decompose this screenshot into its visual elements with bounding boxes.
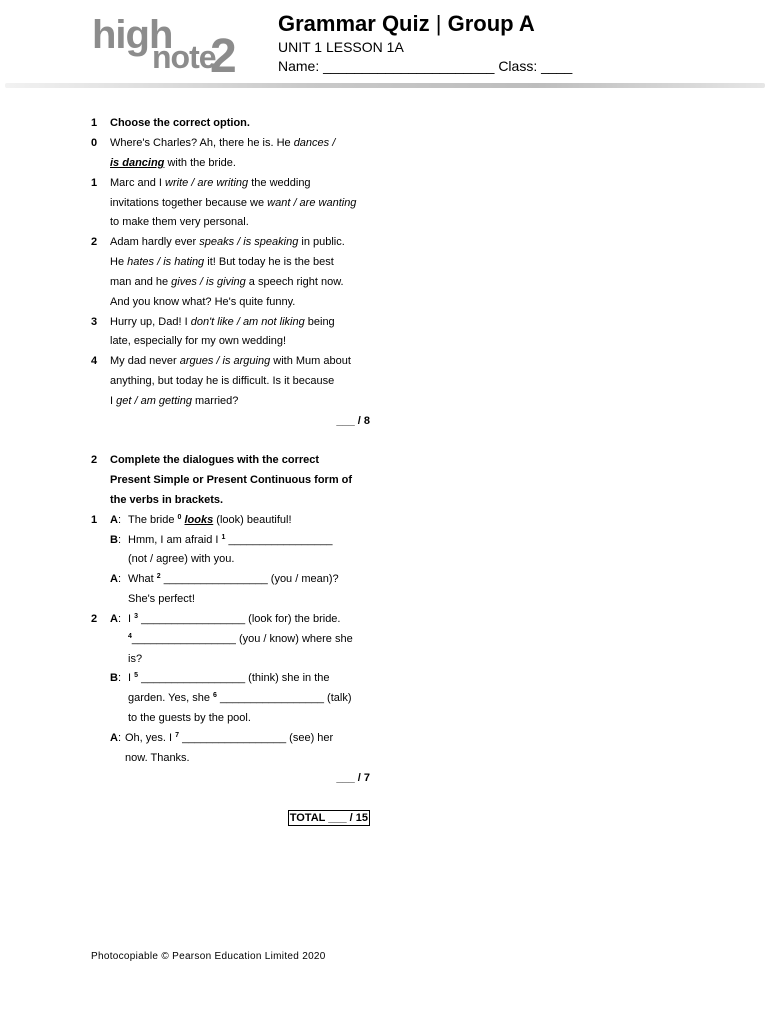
item-2-line-3: man and he gives / is giving a speech right now. <box>110 276 344 288</box>
item-number: 0 <box>91 137 98 149</box>
exercise-1-instruction: Choose the correct option. <box>110 117 250 129</box>
answer-blank[interactable]: _________________ <box>219 692 324 704</box>
item-3-line-2: late, especially for my own wedding! <box>110 335 287 347</box>
item-number: 1 <box>91 177 98 189</box>
item-1-line-2: invitations together because we want / are wanting <box>110 197 357 209</box>
example-answer: looks <box>184 514 214 526</box>
class-field[interactable]: ____ <box>541 58 573 74</box>
total-score-box: TOTAL ___ / 15 <box>289 812 368 824</box>
dialogue-1-line-4: What $^2$ _________________ (you / mean)? <box>128 573 339 585</box>
answer-blank[interactable]: _________________ <box>131 633 236 645</box>
option-choice[interactable]: speaks / is speaking <box>199 236 299 248</box>
speaker-a: A: <box>110 573 122 585</box>
name-field[interactable]: ______________________ <box>323 58 495 74</box>
exercise-1-number: 1 <box>91 117 98 129</box>
speaker-a: A: <box>110 613 122 625</box>
option-choice[interactable]: hates / is hating <box>127 256 205 268</box>
logo-number: 2 <box>210 30 237 83</box>
item-2-line-2: He hates / is hating it! But today he is the best <box>110 256 334 268</box>
title-separator: | <box>435 11 442 36</box>
dialogue-2-line-2: $^4$_________________ (you / know) where she <box>128 633 353 645</box>
speaker-a: A: <box>110 732 122 744</box>
answer-blank[interactable]: _________________ <box>228 534 333 546</box>
name-class-row <box>278 58 572 74</box>
item-4-line-3: I get / am getting married? <box>110 395 239 407</box>
example-answer: is dancing <box>110 157 165 169</box>
answer-blank[interactable]: _________________ <box>182 732 287 744</box>
dialogue-2-line-3: is? <box>128 653 143 665</box>
item-1-line-3: to make them very personal. <box>110 216 249 228</box>
dialogue-1-line-3: (not / agree) with you. <box>128 553 235 565</box>
logo-word-note: note <box>152 39 216 75</box>
dialogue-1-line-2: Hmm, I am afraid I $^1$ _________________ <box>128 534 333 546</box>
dialogue-2-line-7: Oh, yes. I $^7$ _________________ (see) her <box>125 732 334 744</box>
option-choice[interactable]: write / are writing <box>165 177 249 189</box>
item-1-line-1: Marc and I write / are writing the wedding <box>110 177 311 189</box>
item-0-line-2: is dancing with the bride. <box>110 157 236 169</box>
option-choice[interactable]: don't like / am not liking <box>190 316 305 328</box>
exercise-1-score: ___ / 8 <box>336 415 370 427</box>
answer-blank[interactable]: _________________ <box>141 613 246 625</box>
exercise-2-score: ___ / 7 <box>336 772 370 784</box>
copyright-footer: Photocopiable © Pearson Education Limited 2020 <box>91 951 326 962</box>
item-0-line-1: Where's Charles? Ah, there he is. He dances / <box>110 137 336 149</box>
dialogue-2-line-1: I $^3$ _________________ (look for) the bride. <box>128 613 341 625</box>
exercise-2-number: 2 <box>91 454 98 466</box>
unit-lesson: UNIT 1 LESSON 1A <box>278 39 404 55</box>
exercise-2-instruction-line-2: Present Simple or Present Continuous form of <box>110 474 353 486</box>
item-number: 4 <box>91 355 98 367</box>
option-choice[interactable]: want / are wanting <box>267 197 357 209</box>
item-3-line-1: Hurry up, Dad! I don't like / am not liking being <box>110 316 335 328</box>
dialogue-1-line-1: The bride $^0$ looks (look) beautiful! <box>128 514 292 526</box>
speaker-b: B: <box>110 534 122 546</box>
item-4-line-1: My dad never argues / is arguing with Mum about <box>110 355 351 367</box>
dialogue-2-line-5: garden. Yes, she $^6$ _________________ (talk) <box>128 692 352 704</box>
option-choice[interactable]: gives / is giving <box>171 276 246 288</box>
answer-blank[interactable]: _________________ <box>141 672 246 684</box>
dialogue-2-line-4: I $^5$ _________________ (think) she in the <box>128 672 330 684</box>
answer-blank[interactable]: _________________ <box>163 573 268 585</box>
item-2-line-4: And you know what? He's quite funny. <box>110 296 296 308</box>
speaker-b: B: <box>110 672 122 684</box>
dialogue-1-line-5: She's perfect! <box>128 593 195 605</box>
name-label: Name: <box>278 58 320 74</box>
exercise-2-instruction-line-3: the verbs in brackets. <box>110 494 224 506</box>
item-4-line-2: anything, but today he is difficult. Is it because <box>110 375 335 387</box>
speaker-a: A: <box>110 514 122 526</box>
item-2-line-1: Adam hardly ever speaks / is speaking in public. <box>110 236 345 248</box>
page-title <box>278 10 535 38</box>
header-divider <box>5 83 765 88</box>
dialogue-number: 1 <box>91 514 98 526</box>
title-right: Group A <box>447 11 535 36</box>
item-number: 2 <box>91 236 98 248</box>
logo-word-high: high <box>92 13 173 57</box>
class-label: Class: <box>498 58 538 74</box>
high-note-logo <box>90 13 245 83</box>
dialogue-2-line-8: now. Thanks. <box>125 752 190 764</box>
option-choice[interactable]: get / am getting <box>116 395 192 407</box>
title-left: Grammar Quiz <box>278 11 430 36</box>
item-number: 3 <box>91 316 98 328</box>
option-choice[interactable]: argues / is arguing <box>179 355 271 367</box>
dialogue-number: 2 <box>91 613 98 625</box>
exercise-2-instruction-line-1: Complete the dialogues with the correct <box>110 454 320 466</box>
dialogue-2-line-6: to the guests by the pool. <box>128 712 251 724</box>
